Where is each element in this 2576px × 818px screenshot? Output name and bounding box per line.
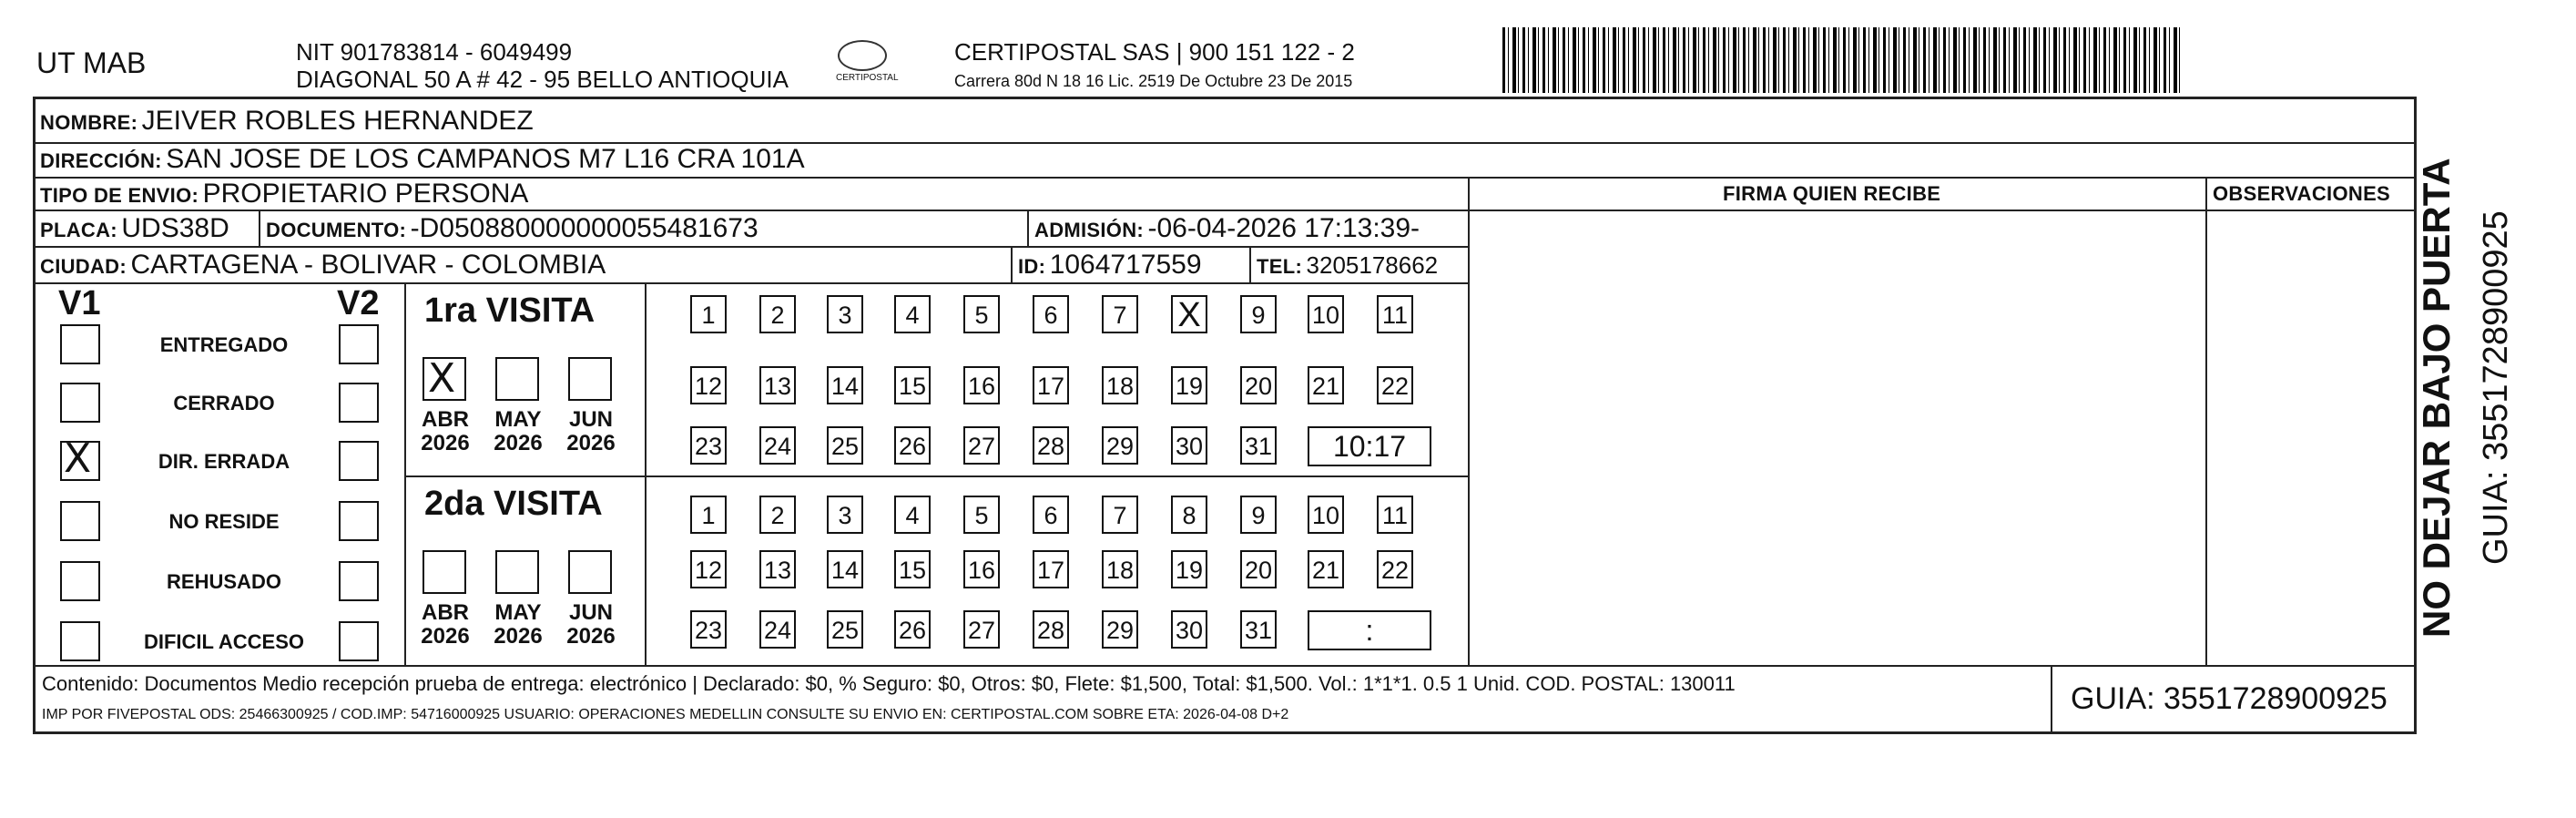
day-box[interactable]: 18 xyxy=(1102,550,1138,588)
day-box[interactable]: 31 xyxy=(1240,426,1277,465)
day-box[interactable]: 13 xyxy=(759,550,796,588)
day-box[interactable]: 31 xyxy=(1240,610,1277,649)
status-label: CERRADO xyxy=(173,392,275,414)
day-box[interactable]: 24 xyxy=(759,426,796,465)
day-box[interactable]: 4 xyxy=(894,496,931,534)
second-visit-title: 2da VISITA xyxy=(424,485,603,523)
day-box[interactable]: 3 xyxy=(827,295,863,333)
day-box[interactable]: 18 xyxy=(1102,366,1138,404)
day-box[interactable]: 7 xyxy=(1102,295,1138,333)
day-box[interactable]: 29 xyxy=(1102,426,1138,465)
month-checkbox[interactable] xyxy=(423,550,466,594)
day-box[interactable]: 23 xyxy=(690,426,727,465)
status-label: ENTREGADO xyxy=(159,333,289,356)
v2-checkbox[interactable] xyxy=(339,383,379,423)
v1-checkbox[interactable] xyxy=(60,324,100,364)
v1-checkbox[interactable] xyxy=(60,383,100,423)
v1-header: V1 xyxy=(58,284,101,322)
month-name: JUN xyxy=(568,407,613,432)
day-box[interactable]: 12 xyxy=(690,550,727,588)
day-box[interactable]: 14 xyxy=(827,366,863,404)
day-box[interactable]: 16 xyxy=(963,550,1000,588)
day-box[interactable]: 3 xyxy=(827,496,863,534)
day-box[interactable]: 19 xyxy=(1171,550,1207,588)
month-year: 2026 xyxy=(566,431,616,455)
visit-time-box[interactable]: 10:17 xyxy=(1308,426,1431,466)
day-box[interactable]: 1 xyxy=(690,295,727,333)
day-box[interactable]: 14 xyxy=(827,550,863,588)
nombre-value: JEIVER ROBLES HERNANDEZ xyxy=(141,106,534,136)
placa-label: PLACA: xyxy=(40,219,117,241)
company-license: Carrera 80d N 18 16 Lic. 2519 De Octubre 23 De 2015 xyxy=(954,72,1353,90)
day-box[interactable]: 19 xyxy=(1171,366,1207,404)
day-box[interactable]: 26 xyxy=(894,610,931,649)
day-box[interactable] xyxy=(1171,295,1207,333)
day-box[interactable]: 4 xyxy=(894,295,931,333)
day-box[interactable]: 27 xyxy=(963,426,1000,465)
month-year: 2026 xyxy=(494,431,543,455)
month-checkbox[interactable] xyxy=(423,357,466,401)
day-box[interactable]: 10 xyxy=(1308,295,1344,333)
day-box[interactable]: 21 xyxy=(1308,366,1344,404)
nombre-label: NOMBRE: xyxy=(40,111,138,134)
day-box[interactable]: 22 xyxy=(1377,366,1413,404)
day-box[interactable]: 9 xyxy=(1240,295,1277,333)
day-box[interactable]: 5 xyxy=(963,496,1000,534)
status-label: DIFICIL ACCESO xyxy=(143,630,304,653)
sender-address: DIAGONAL 50 A # 42 - 95 BELLO ANTIOQUIA xyxy=(296,66,789,93)
month-checkbox[interactable] xyxy=(495,550,539,594)
day-box[interactable]: 27 xyxy=(963,610,1000,649)
day-box[interactable]: 17 xyxy=(1033,550,1069,588)
day-box[interactable]: 12 xyxy=(690,366,727,404)
imp-text: IMP POR FIVEPOSTAL ODS: 25466300925 / COD.IMP: 54716000925 USUARIO: OPERACIONES MEDELLIN CONSULTE SU ENVIO EN: CERTIPOSTAL.COM SOBRE ETA: 2026-04-08 D+2 xyxy=(42,707,1289,722)
sender-name: UT MAB xyxy=(36,46,147,79)
tipo-envio-value: PROPIETARIO PERSONA xyxy=(202,179,529,209)
v1-checkbox[interactable] xyxy=(60,501,100,541)
admision-label: ADMISIÓN: xyxy=(1034,219,1145,241)
day-box[interactable]: 30 xyxy=(1171,426,1207,465)
v1-checkbox[interactable] xyxy=(60,561,100,601)
day-box[interactable]: 2 xyxy=(759,496,796,534)
month-year: 2026 xyxy=(494,624,543,649)
no-dejar-bajo-puerta: NO DEJAR BAJO PUERTA xyxy=(2415,158,2458,638)
day-box[interactable]: 11 xyxy=(1377,496,1413,534)
observaciones-label: OBSERVACIONES xyxy=(2213,182,2391,205)
day-box[interactable]: 20 xyxy=(1240,550,1277,588)
company-name: CERTIPOSTAL SAS | 900 151 122 - 2 xyxy=(954,38,1355,66)
day-box[interactable]: 30 xyxy=(1171,610,1207,649)
day-box[interactable]: 2 xyxy=(759,295,796,333)
day-box[interactable]: 24 xyxy=(759,610,796,649)
v2-header: V2 xyxy=(337,284,380,322)
day-box[interactable]: 29 xyxy=(1102,610,1138,649)
month-label xyxy=(559,408,623,455)
day-box[interactable]: 15 xyxy=(894,366,931,404)
month-checkbox[interactable] xyxy=(568,357,612,401)
side-guia: GUIA: 3551728900925 xyxy=(2477,210,2515,565)
day-box[interactable]: 16 xyxy=(963,366,1000,404)
firma-label: FIRMA QUIEN RECIBE xyxy=(1723,182,1941,205)
day-box[interactable]: 9 xyxy=(1240,496,1277,534)
month-name: MAY xyxy=(494,600,542,625)
day-box[interactable]: 13 xyxy=(759,366,796,404)
month-name: ABR xyxy=(422,600,469,625)
sender-nit: NIT 901783814 - 6049499 xyxy=(296,38,573,66)
month-checkbox[interactable] xyxy=(495,357,539,401)
day-box[interactable]: 10 xyxy=(1308,496,1344,534)
month-label xyxy=(486,408,550,455)
tel-label: TEL: xyxy=(1257,255,1303,278)
day-box[interactable]: 28 xyxy=(1033,610,1069,649)
day-box[interactable]: 7 xyxy=(1102,496,1138,534)
month-name: ABR xyxy=(422,407,469,432)
day-box[interactable]: 26 xyxy=(894,426,931,465)
ciudad-label: CIUDAD: xyxy=(40,255,127,278)
v2-checkbox[interactable] xyxy=(339,621,379,661)
tipo-envio-label: TIPO DE ENVIO: xyxy=(40,184,199,207)
ciudad-value: CARTAGENA - BOLIVAR - COLOMBIA xyxy=(130,250,606,280)
status-label: NO RESIDE xyxy=(168,510,280,533)
month-label xyxy=(413,601,477,649)
status-label: REHUSADO xyxy=(167,570,281,593)
month-checkbox[interactable] xyxy=(568,550,612,594)
documento-value: -D050880000000055481673 xyxy=(410,213,759,243)
day-box[interactable]: 25 xyxy=(827,610,863,649)
check-mark: X xyxy=(428,355,456,402)
v2-checkbox[interactable] xyxy=(339,501,379,541)
v2-checkbox[interactable] xyxy=(339,324,379,364)
day-box[interactable]: 5 xyxy=(963,295,1000,333)
id-value: 1064717559 xyxy=(1049,250,1202,280)
id-label: ID: xyxy=(1018,255,1046,278)
status-label: DIR. ERRADA xyxy=(158,450,290,473)
visit-time-box[interactable]: : xyxy=(1308,610,1431,650)
day-box[interactable]: 15 xyxy=(894,550,931,588)
guia-box: GUIA: 3551728900925 xyxy=(2071,681,2388,716)
direccion-label: DIRECCIÓN: xyxy=(40,149,162,172)
logo-text: CERTIPOSTAL xyxy=(836,73,899,83)
day-box[interactable]: 6 xyxy=(1033,295,1069,333)
month-name: MAY xyxy=(494,407,542,432)
direccion-value: SAN JOSE DE LOS CAMPANOS M7 L16 CRA 101A xyxy=(166,144,805,174)
v2-checkbox[interactable] xyxy=(339,441,379,481)
check-mark: X xyxy=(1177,296,1201,334)
month-name: JUN xyxy=(568,600,613,625)
day-box[interactable]: 25 xyxy=(827,426,863,465)
day-box[interactable]: 21 xyxy=(1308,550,1344,588)
month-year: 2026 xyxy=(421,624,470,649)
month-label xyxy=(559,601,623,649)
day-box[interactable]: 20 xyxy=(1240,366,1277,404)
day-box[interactable]: 8 xyxy=(1171,496,1207,534)
placa-value: UDS38D xyxy=(121,213,229,243)
day-box[interactable]: 28 xyxy=(1033,426,1069,465)
day-box[interactable]: 23 xyxy=(690,610,727,649)
month-year: 2026 xyxy=(566,624,616,649)
day-box[interactable]: 6 xyxy=(1033,496,1069,534)
day-box[interactable]: 17 xyxy=(1033,366,1069,404)
month-label xyxy=(413,408,477,455)
day-box[interactable]: 22 xyxy=(1377,550,1413,588)
first-visit-title: 1ra VISITA xyxy=(424,291,596,330)
tel-value: 3205178662 xyxy=(1306,251,1439,279)
v1-checkbox[interactable] xyxy=(60,435,100,482)
month-year: 2026 xyxy=(421,431,470,455)
admision-value: -06-04-2026 17:13:39- xyxy=(1147,213,1420,243)
barcode xyxy=(1502,27,2184,93)
documento-label: DOCUMENTO: xyxy=(266,219,407,241)
day-box[interactable]: 1 xyxy=(690,496,727,534)
v1-checkbox[interactable] xyxy=(60,621,100,661)
day-box[interactable]: 11 xyxy=(1377,295,1413,333)
contenido-text: Contenido: Documentos Medio recepción prueba de entrega: electrónico | Declarado: $0, % Seguro: $0, Otros: $0, Flete: $1,500, Total: $1,500. Vol.: 1*1*1. 0.5 1 Unid. COD. POSTAL: 130011 xyxy=(42,672,1736,695)
month-label xyxy=(486,601,550,649)
check-mark: X xyxy=(64,435,92,482)
v2-checkbox[interactable] xyxy=(339,561,379,601)
logo-icon xyxy=(838,40,887,71)
